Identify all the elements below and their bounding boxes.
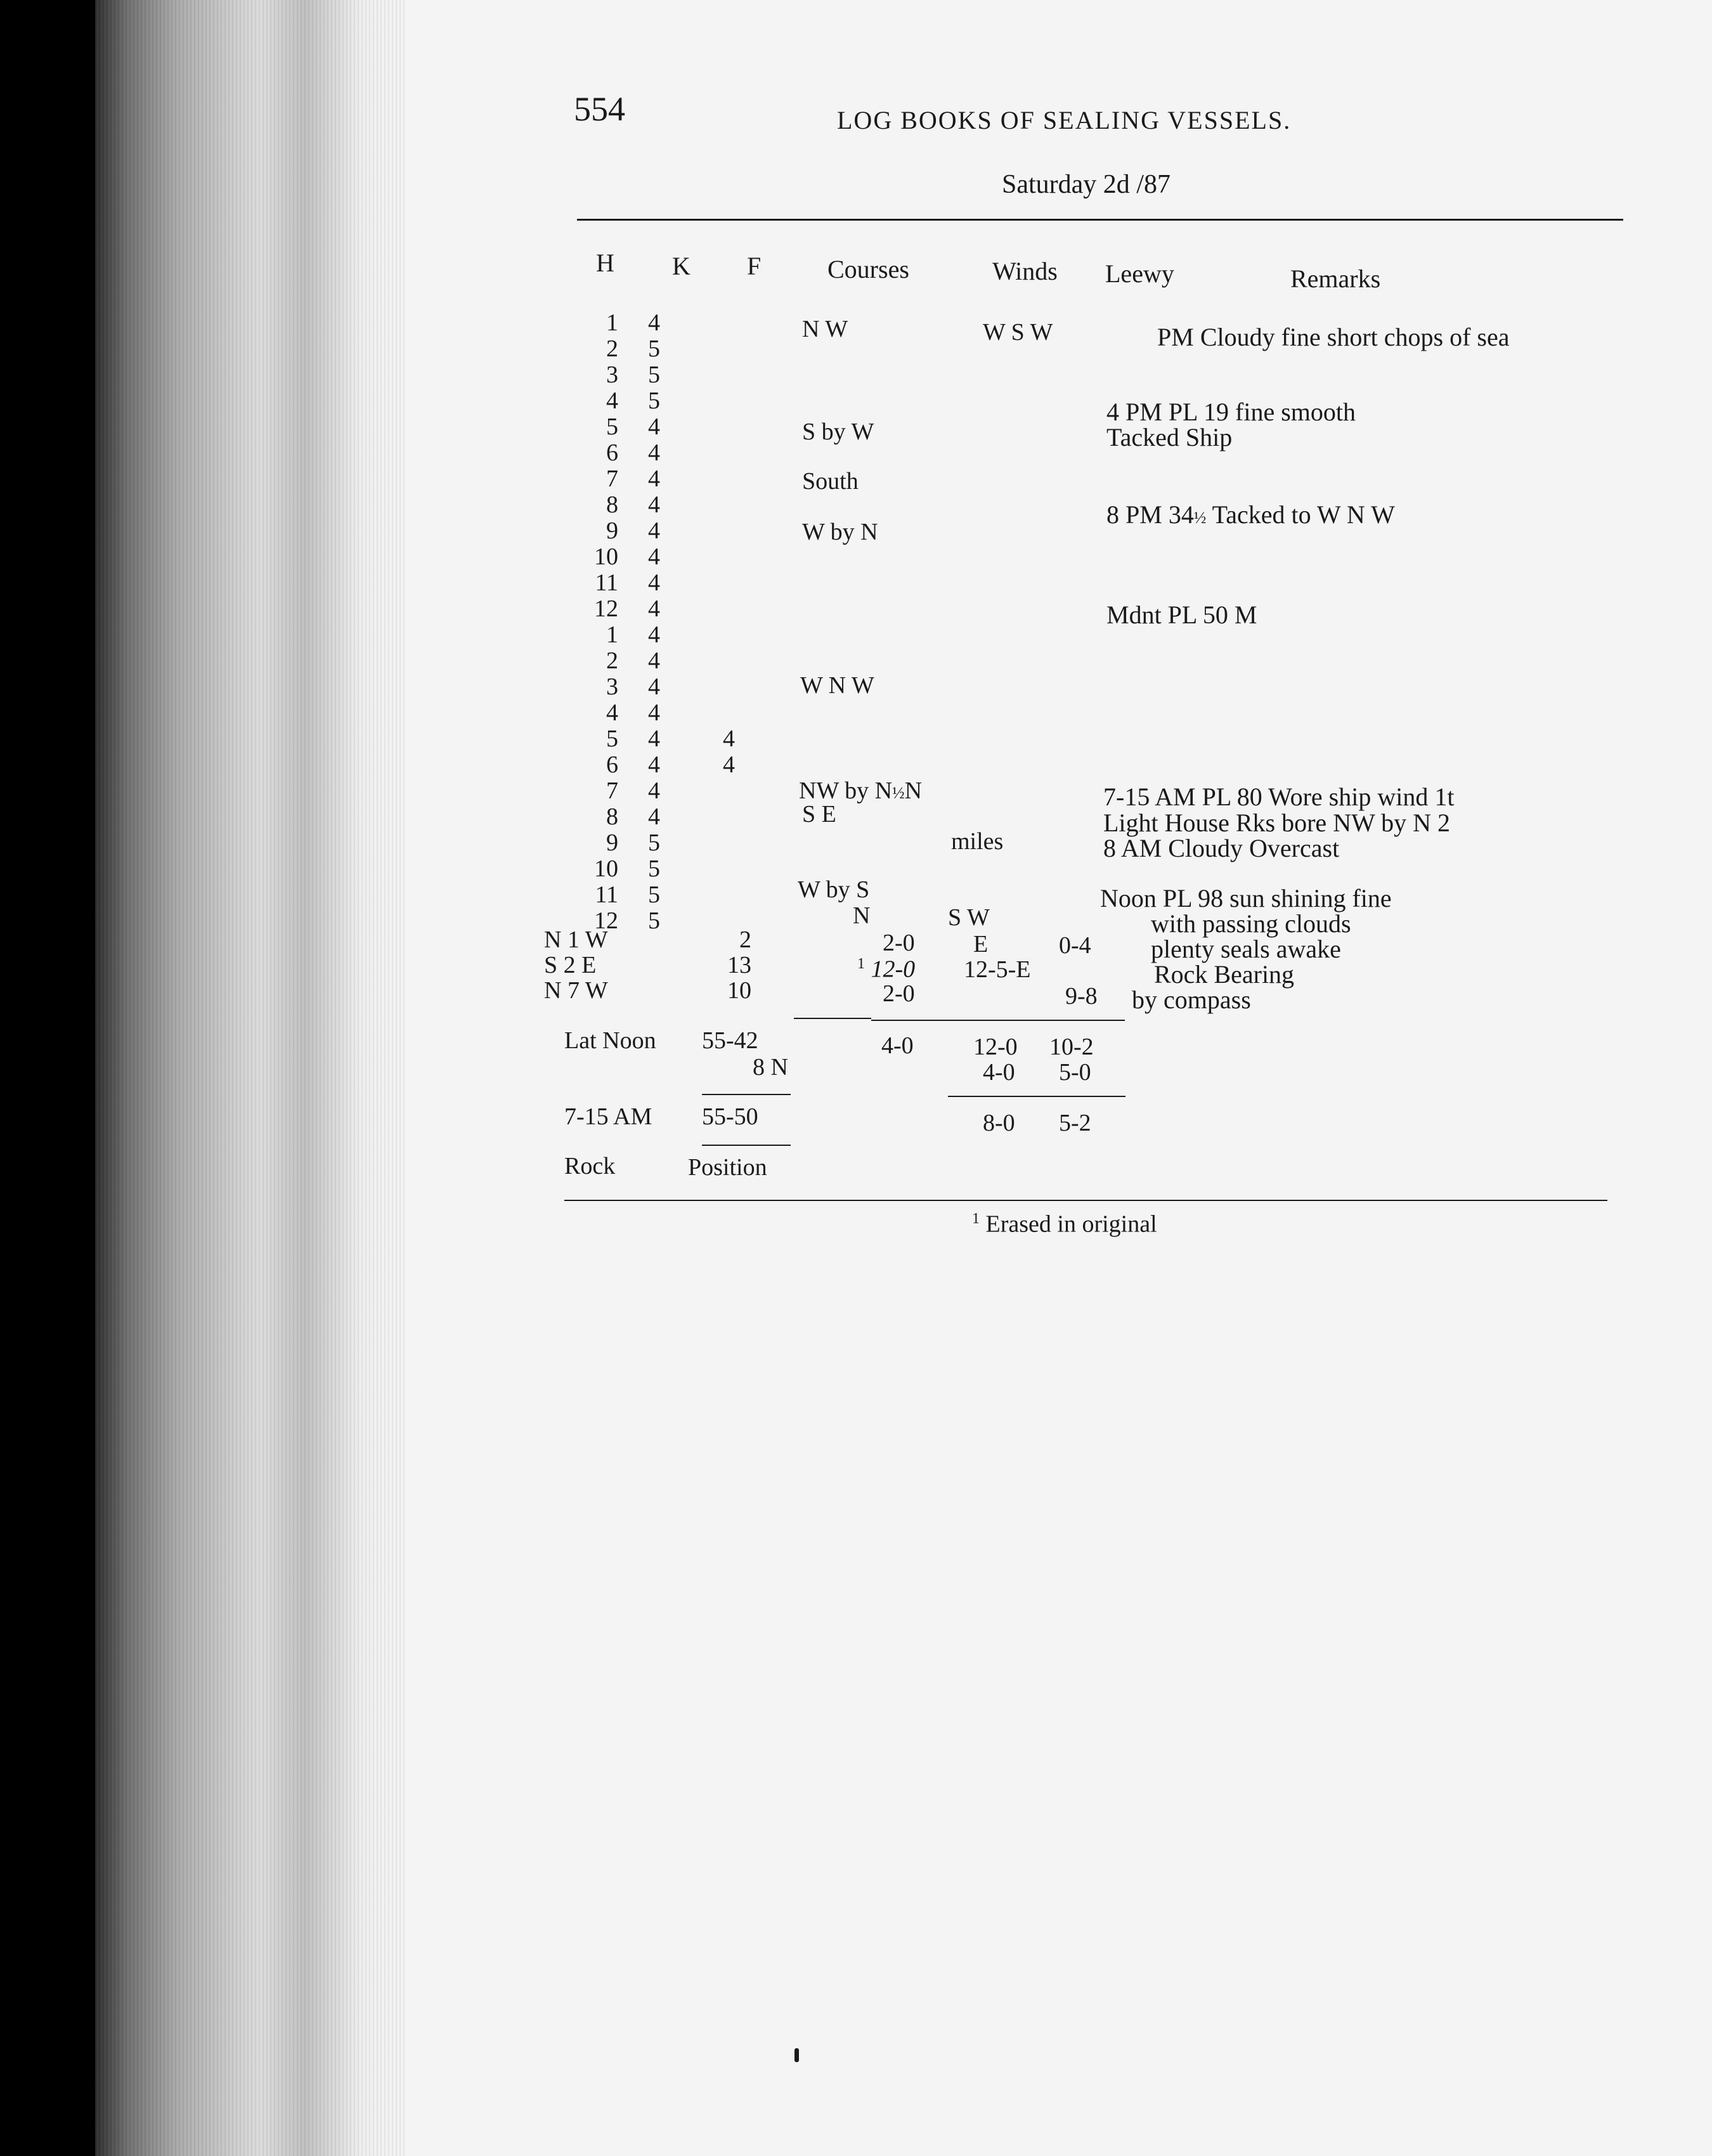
remark-line: PM Cloudy fine short chops of sea [1157,323,1510,351]
rock-label: Rock [564,1153,616,1179]
hour-cell: 11 [595,881,618,908]
hour-cell: 4 [606,387,618,414]
lat-difference: 8 N [753,1054,788,1081]
knots-cell: 4 [648,491,660,518]
position-rule [702,1145,791,1146]
traverse-north: 2-0 [883,930,915,956]
remark-line: plenty seals awake [1151,935,1341,963]
traverse-east: E [973,931,989,958]
remark-fraction: ½ [1193,509,1207,527]
traverse-course-label: S 2 E [544,952,597,978]
course-cell: W by S [798,876,870,903]
remark-line: with passing clouds [1151,909,1351,938]
traverse-course-label: N 1 W [544,926,608,953]
knots-cell: 4 [648,439,660,466]
hour-cell: 2 [606,647,618,674]
remark-line: Rock Bearing [1154,960,1295,989]
col-k-heading: K [672,252,691,280]
knots-cell: 4 [648,621,660,648]
knots-cell: 5 [648,387,660,414]
hour-cell: 9 [606,829,618,856]
traverse-course-label: N 7 W [544,977,608,1004]
course-fraction: ½ [892,784,905,802]
traverse-result-south: 8-0 [983,1110,1015,1136]
course-cell: W N W [800,672,874,699]
traverse-distance: 13 [727,952,751,978]
hour-cell: 7 [606,777,618,804]
remark-line [1106,502,1395,528]
knots-cell: 4 [648,517,660,544]
remark-line: 4 PM PL 19 fine smooth [1106,398,1356,426]
traverse-sw-heading: S W [948,904,990,931]
traverse-sum-south: 12-0 [973,1034,1018,1060]
hour-cell: 6 [606,751,618,778]
traverse-north: 2-0 [883,980,915,1007]
remark-line: Tacked Ship [1106,423,1233,451]
book-page-edge [95,0,412,2156]
remark-text: 8 PM 34 [1106,500,1194,529]
lat-noon-value: 55-42 [702,1027,758,1054]
footnote-rule [564,1200,1607,1201]
traverse-result-west: 5-2 [1059,1110,1091,1136]
traverse-sum-west: 10-2 [1049,1034,1094,1060]
knots-cell: 5 [648,361,660,388]
knots-cell: 5 [648,907,660,934]
fathoms-cell: 4 [723,725,735,752]
traverse-distance: 10 [727,977,751,1004]
diff-rule [948,1096,1125,1097]
hour-cell: 4 [606,699,618,726]
footnote-number: 1 [972,1211,980,1227]
position-rule [702,1094,791,1095]
col-courses-heading: Courses [827,255,909,283]
remark-line: Mdnt PL 50 M [1106,601,1257,629]
course-text: NW by N [799,777,893,804]
traverse-south-erased [857,956,915,982]
course-cell: South [802,468,859,495]
hour-cell: 12 [594,907,618,934]
am-position-label: 7-15 AM [564,1103,652,1130]
course-cell [799,779,922,803]
sum-rule [871,1020,1125,1021]
knots-cell: 4 [648,465,660,492]
hour-cell: 8 [606,491,618,518]
hour-cell: 10 [594,543,618,570]
hour-cell: 7 [606,465,618,492]
course-cell: S E [802,801,836,828]
footnote-text: Erased in original [985,1211,1157,1238]
knots-cell: 4 [648,777,660,804]
knots-cell: 4 [648,595,660,622]
hour-cell: 5 [606,413,618,440]
print-speck [794,2048,799,2062]
hour-cell: 12 [594,595,618,622]
hour-cell: 1 [606,621,618,648]
hour-cell: 8 [606,803,618,830]
hour-cell: 9 [606,517,618,544]
remark-line: 8 AM Cloudy Overcast [1103,834,1340,862]
page-number: 554 [574,90,625,128]
knots-cell: 4 [648,543,660,570]
knots-cell: 4 [648,699,660,726]
traverse-diff-west: 5-0 [1059,1059,1091,1086]
hour-cell: 11 [595,569,618,596]
sum-rule [794,1018,871,1019]
fathoms-cell: 4 [723,751,735,778]
col-remarks-heading: Remarks [1290,264,1381,293]
footnote [972,1211,1157,1237]
remark-line: 7-15 AM PL 80 Wore ship wind 1t [1103,783,1455,811]
course-cell: W by N [802,519,878,545]
knots-cell: 5 [648,855,660,882]
date-line: Saturday 2d /87 [1002,170,1171,199]
traverse-n-heading: N [853,902,871,929]
knots-cell: 5 [648,881,660,908]
course-cell: N W [802,316,848,342]
course-cell: S by W [802,419,874,445]
hour-cell: 10 [594,855,618,882]
knots-cell: 4 [648,725,660,752]
knots-cell: 5 [648,335,660,362]
remark-line: by compass [1132,985,1251,1014]
col-f-heading: F [747,252,762,280]
remark-line: Noon PL 98 sun shining fine [1100,884,1392,912]
knots-cell: 4 [648,803,660,830]
wind-cell: W S W [983,319,1053,346]
col-h-heading: H [596,249,614,277]
col-winds-heading: Winds [992,257,1058,285]
knots-cell: 4 [648,751,660,778]
footnote-marker: 1 [857,956,865,972]
running-title: LOG BOOKS OF SEALING VESSELS. [837,106,1292,134]
hour-cell: 5 [606,725,618,752]
hour-cell: 6 [606,439,618,466]
knots-cell: 4 [648,569,660,596]
knots-cell: 4 [648,647,660,674]
header-rule [577,219,1623,221]
hour-cell: 1 [606,309,618,336]
traverse-west: 0-4 [1059,932,1091,959]
traverse-south: 12-0 [871,956,916,983]
hour-cell: 2 [606,335,618,362]
remark-text: Tacked to W N W [1212,500,1395,529]
knots-cell: 4 [648,309,660,336]
knots-cell: 4 [648,413,660,440]
traverse-distance: 2 [739,926,751,953]
traverse-diff-south: 4-0 [983,1059,1015,1086]
hour-cell: 3 [606,673,618,700]
lat-noon-label: Lat Noon [564,1027,656,1054]
traverse-sum-north: 4-0 [881,1032,914,1059]
document-page [406,0,1712,2156]
knots-cell: 4 [648,673,660,700]
am-position-value: 55-50 [702,1103,758,1130]
hour-cell: 3 [606,361,618,388]
wind-cell: miles [951,828,1004,855]
traverse-east: 12-5-E [964,956,1031,983]
col-leewy-heading: Leewy [1105,259,1174,288]
course-text: N [904,777,923,804]
traverse-west: 9-8 [1065,983,1098,1010]
knots-cell: 5 [648,829,660,856]
remark-line: Light House Rks bore NW by N 2 [1103,808,1450,837]
position-label: Position [688,1154,767,1181]
